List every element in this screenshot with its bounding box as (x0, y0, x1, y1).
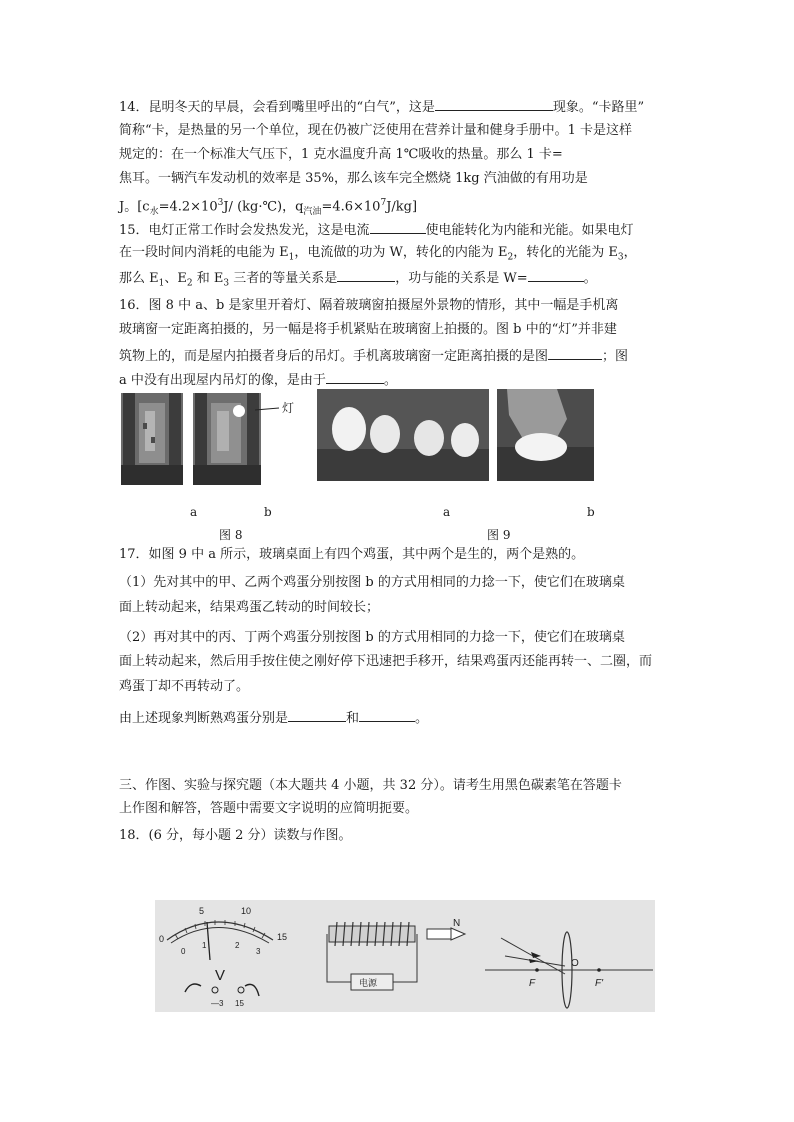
fig8-photo-a-image (121, 393, 183, 485)
q16-line2: 玻璃窗一定距离拍摄的，另一幅是将手机紧贴在玻璃窗上拍摄的。图 b 中的“灯”并非建 (119, 322, 617, 337)
lamp-reflection-icon (233, 405, 245, 417)
q15-blank-3[interactable] (528, 267, 584, 282)
q15-line2: 在一段时间内消耗的电能为 $E_1$，电流做的功为 W，转化的内能为 $E_2$，转化的光能为 $E_3$， (119, 245, 637, 263)
fig9-caption: 图 9 (487, 528, 511, 542)
fig8-lamp-label: 灯 (282, 401, 295, 415)
q16-blank-1[interactable] (548, 345, 602, 360)
q17-line1: 17．如图 9 中 a 所示，玻璃桌面上有四个鸡蛋，其中两个是生的，两个是熟的。 (119, 547, 585, 562)
fig9-label-b: b (587, 505, 595, 519)
q15-blank-1[interactable] (370, 219, 426, 234)
q16-line1: 16．图 8 中 a、b 是家里开着灯、隔着玻璃窗拍摄屋外景物的情形，其中一幅是手机离 (119, 298, 619, 313)
voltmeter-bottom-1: 1 (202, 941, 207, 950)
fig18-diagram (155, 900, 655, 1012)
q18-line1: 18．(6 分，每小题 2 分）读数与作图。 (119, 828, 352, 843)
q17-blank-2[interactable] (359, 707, 415, 722)
q16-line3: 筑物上的，而是屋内拍摄者身后的吊灯。手机离玻璃窗一定距离拍摄的是图 ；图 (119, 345, 628, 367)
voltmeter-bottom-2: 2 (235, 941, 240, 950)
lamp-pointer-icon (255, 402, 281, 414)
voltmeter-terminal-3: 3 (219, 999, 224, 1008)
optical-center-label: O (571, 958, 579, 969)
q15-blank-2[interactable] (337, 267, 395, 282)
section3-line1: 三、作图、实验与探究题（本大题共 4 小题，共 32 分）。请考生用黑色碳素笔在答题卡 (119, 778, 622, 793)
q17-part2-line1: （2）再对其中的丙、丁两个鸡蛋分别按图 b 的方式用相同的力捻一下，使它们在玻璃桌 (119, 630, 625, 645)
q14-line3: 规定的：在一个标准大气压下，1 克水温度升高 1℃吸收的热量。那么 1 卡= (119, 147, 563, 162)
voltmeter-top-10: 10 (241, 906, 252, 916)
voltmeter-top-5: 5 (199, 906, 205, 916)
voltmeter-symbol: V (215, 967, 226, 984)
egg-icon (515, 433, 567, 461)
fig9-label-a: a (443, 505, 451, 519)
q16-blank-2[interactable] (326, 369, 384, 384)
fig18-svg (155, 900, 655, 1012)
fig8-photo-b-image (193, 393, 261, 485)
q17-part2-line3: 鸡蛋丁却不再转动了。 (119, 679, 250, 694)
egg-icon (332, 407, 366, 451)
q14-line5: J。[$c_水=4.2\times 10^3J/$ (kg·℃)，$q_{汽油}=4.6\times 10^7J/kg$] (119, 198, 418, 217)
q17-part2-line2: 面上转动起来，然后用手按住使之刚好停下迅速把手移开，结果鸡蛋丙还能再转一、二圈，而 (119, 654, 653, 669)
power-label: 电源 (359, 978, 378, 988)
voltmeter-terminal-neg: — (211, 999, 219, 1008)
q14-line1: 14．昆明冬天的早晨，会看到嘴里呼出的“白气”，这是 现象。“卡路里” (119, 96, 644, 118)
fig8-photo-a (121, 393, 183, 485)
q14-line2: 简称“卡，是热量的另一个单位，现在仍被广泛使用在营养计量和健身手册中。1 卡是这样 (119, 123, 633, 138)
fig9-photo-b-image (497, 389, 594, 481)
fig9-photo-a (317, 389, 489, 481)
q14-line4: 焦耳。一辆汽车发动机的效率是 35%，那么该车完全燃烧 1kg 汽油做的有用功是 (119, 171, 588, 186)
q17-part1-line1: （1）先对其中的甲、乙两个鸡蛋分别按图 b 的方式用相同的力捻一下，使它们在玻璃桌 (119, 575, 625, 590)
q17-part1-line2: 面上转动起来，结果鸡蛋乙转动的时间较长； (119, 600, 380, 615)
voltmeter-top-15: 15 (277, 932, 288, 942)
focus-label: F (529, 978, 536, 989)
focus-prime-label: F' (595, 978, 604, 989)
fig8-label-a: a (190, 505, 198, 519)
q15-line3: 那么 $E_1$、$E_2$ 和 $E_3$ 三者的等量关系是 ，功与能的关系是 W= 。 (119, 267, 597, 294)
voltmeter-top-0: 0 (159, 934, 165, 944)
fig8-label-b: b (264, 505, 272, 519)
q16-line4: a 中没有出现屋内吊灯的像，是由于 。 (119, 369, 397, 391)
q15-line1: 15．电灯正常工作时会发热发光，这是电流 使电能转化为内能和光能。如果电灯 (119, 219, 634, 241)
egg-icon (414, 420, 444, 456)
fig8-caption: 图 8 (219, 528, 243, 542)
compass-needle-icon (427, 929, 451, 939)
q17-conclusion: 由上述现象判断熟鸡蛋分别是 和 。 (119, 707, 428, 729)
fig8-photo-b (193, 393, 261, 485)
egg-icon (451, 423, 479, 457)
voltmeter-terminal-15: 15 (235, 999, 244, 1008)
voltmeter-bottom-0: 0 (181, 947, 186, 956)
section3-line2: 上作图和解答，答题中需要文字说明的应简明扼要。 (119, 801, 419, 816)
q14-blank-1[interactable] (435, 96, 553, 111)
north-label: N (453, 918, 461, 929)
voltmeter-bottom-3: 3 (256, 947, 261, 956)
fig9-photo-b (497, 389, 594, 481)
egg-icon (370, 415, 400, 453)
fig9-photo-a-image (317, 389, 489, 481)
q17-blank-1[interactable] (288, 707, 346, 722)
